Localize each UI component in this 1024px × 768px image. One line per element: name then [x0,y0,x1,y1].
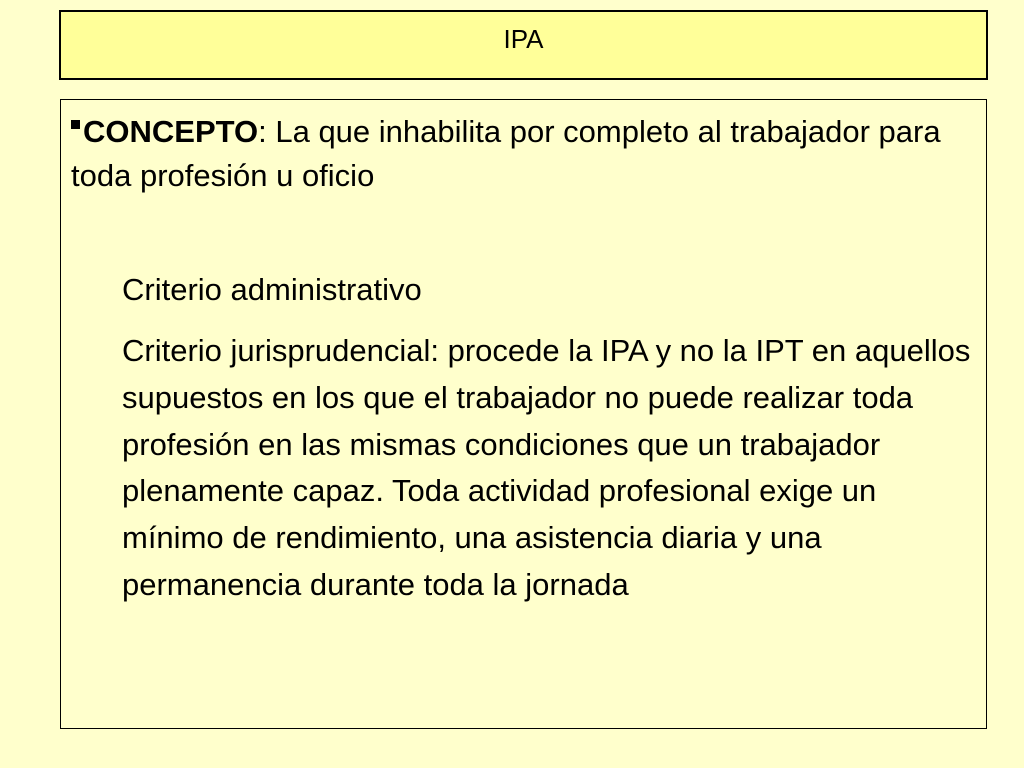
concept-label: CONCEPTO [83,114,259,149]
slide-title: IPA [503,24,544,54]
square-bullet-icon [71,120,80,129]
concept-text: : La que inhabilita por completo al trabajador para toda profesión u oficio [71,114,941,193]
criterio-jurisprudencial: Criterio jurisprudencial: procede la IPA y no la IPT en aquellos supuestos en los que el trabajador no puede realizar toda profesión en las mismas condiciones que un trabajador plenamente capaz. Toda actividad profesional exige un mínimo de rendimiento, una asistencia diaria y una permanencia durante toda la jornada [122,333,971,602]
slide-title-box [59,10,988,80]
slide-content-box [60,99,987,729]
concept-paragraph [71,110,951,198]
criterio-administrativo: Criterio administrativo [122,272,422,307]
